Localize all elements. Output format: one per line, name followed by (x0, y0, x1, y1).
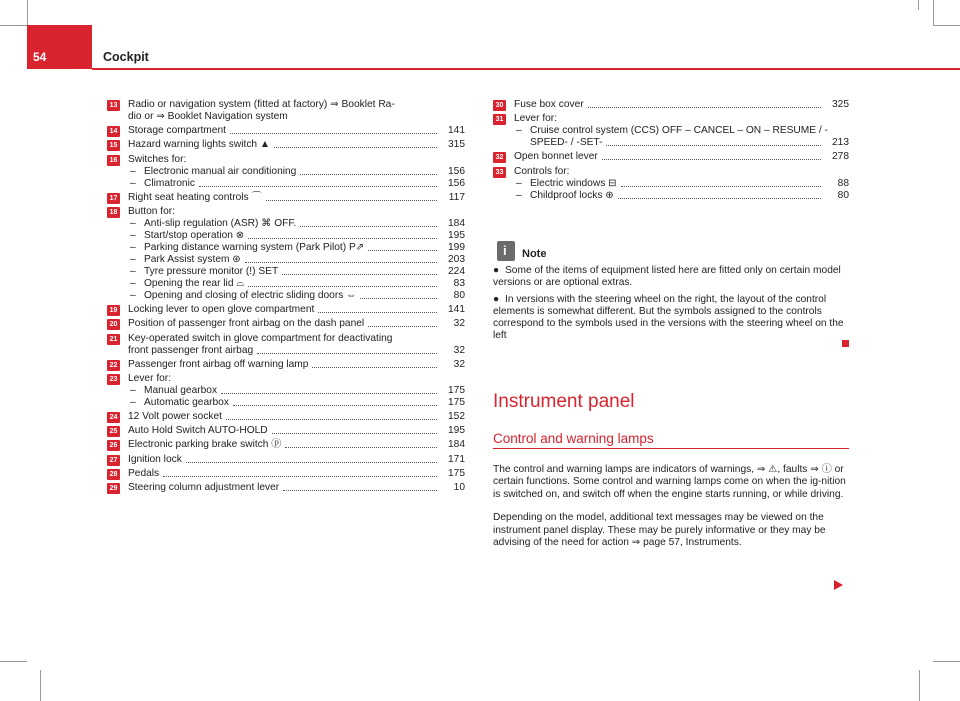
page-reference: 195 (448, 425, 465, 437)
note-icon: i (497, 241, 515, 261)
item-text: Tyre pressure monitor (!) SET (144, 265, 279, 277)
dot-leader (285, 447, 437, 448)
item-line (107, 230, 465, 242)
note-bullet: ● Some of the items of equipment listed here are fitted only on certain model versions or are optional extras. (493, 265, 841, 288)
section-end-mark (842, 340, 849, 347)
item-line (493, 166, 849, 178)
item-line (107, 290, 465, 302)
dot-leader (602, 159, 821, 160)
item-number-badge: 17 (107, 193, 120, 204)
crop-mark (0, 25, 27, 26)
item-text: Anti-slip regulation (ASR) ⌘ OFF. (144, 217, 297, 229)
crop-mark (40, 670, 41, 701)
item-line (107, 166, 465, 178)
item-line (493, 137, 849, 149)
item-text: Manual gearbox (144, 384, 218, 396)
item-number-badge: 30 (493, 100, 506, 111)
note-body (493, 265, 849, 347)
dot-leader (233, 405, 437, 406)
page-reference: 315 (448, 139, 465, 151)
crop-mark (27, 0, 28, 25)
list-item (107, 333, 465, 357)
page-reference: 83 (453, 277, 465, 289)
dash-marker: – (130, 396, 136, 408)
list-item (107, 99, 465, 123)
item-line (107, 111, 465, 123)
item-number-badge: 23 (107, 374, 120, 385)
item-line (107, 373, 465, 385)
dot-leader (300, 226, 437, 227)
page-reference: 10 (453, 482, 465, 493)
item-number-badge: 19 (107, 305, 120, 316)
dot-leader (368, 326, 437, 327)
dot-leader (186, 462, 437, 463)
item-number-badge: 18 (107, 207, 120, 218)
list-item (493, 99, 849, 111)
dot-leader (618, 198, 821, 199)
page-reference: 80 (453, 289, 465, 301)
item-line (107, 454, 465, 466)
item-line (107, 468, 465, 480)
item-line (493, 99, 849, 111)
dash-marker: – (516, 125, 522, 137)
continue-arrow-icon (834, 580, 843, 590)
dash-marker: – (130, 253, 136, 265)
item-text: Lever for: (128, 372, 172, 384)
dash-marker: – (130, 217, 136, 229)
note-bullet: ● In versions with the steering wheel on the right, the layout of the control elements is somewhat different. But the symbols assigned to the controls correspond to the symbols used in the versions with the steering wheel on the left (493, 294, 844, 341)
header-rule (92, 68, 960, 70)
item-text: Storage compartment (128, 125, 226, 137)
chapter-heading: Instrument panel (493, 391, 635, 412)
note-title: Note (522, 248, 547, 260)
item-line (493, 151, 849, 163)
page-reference: 278 (832, 151, 849, 163)
item-text: Switches for: (128, 153, 187, 165)
dot-leader (318, 312, 437, 313)
item-text: Park Assist system ⊛ (144, 253, 241, 265)
item-text: 12 Volt power socket (128, 411, 223, 423)
item-line (107, 359, 465, 371)
crop-mark (918, 0, 919, 10)
list-item (107, 192, 465, 204)
item-text: Electronic parking brake switch ⓟ (128, 439, 282, 451)
list-item (107, 304, 465, 316)
page-number: 54 (33, 50, 47, 64)
dot-leader (606, 145, 821, 146)
item-line (107, 278, 465, 290)
page-reference: 117 (448, 191, 465, 203)
item-line (107, 266, 465, 278)
page-reference: 171 (448, 453, 465, 465)
list-item (107, 206, 465, 302)
crop-mark (919, 670, 920, 701)
subheading-rule (493, 448, 849, 449)
item-text: Radio or navigation system (fitted at factory) ⇒ Booklet Ra- (128, 99, 395, 110)
item-line (107, 482, 465, 494)
item-text: Ignition lock (128, 453, 182, 465)
item-line (493, 178, 849, 190)
item-line (107, 318, 465, 330)
item-text: SPEED- / -SET- (530, 137, 603, 149)
page-reference: 32 (453, 318, 465, 330)
item-text: Cruise control system (CCS) OFF – CANCEL – ON – RESUME / - (530, 125, 828, 137)
page-reference: 195 (448, 229, 465, 241)
page-reference: 141 (448, 304, 465, 316)
crop-mark (933, 661, 960, 662)
bullet-dot: ● (493, 294, 500, 305)
item-line (107, 385, 465, 397)
dot-leader (300, 174, 437, 175)
dash-marker: – (130, 229, 136, 241)
item-number-badge: 28 (107, 469, 120, 480)
page-reference: 156 (448, 177, 465, 189)
item-text: Pedals (128, 467, 160, 479)
dot-leader (199, 186, 437, 187)
crop-mark (933, 0, 934, 25)
right-item-list (493, 99, 849, 204)
item-line (107, 206, 465, 218)
dash-marker: – (130, 265, 136, 277)
dot-leader (245, 262, 437, 263)
item-number-badge: 31 (493, 114, 506, 125)
item-line (107, 439, 465, 451)
list-item (107, 373, 465, 409)
item-text: Automatic gearbox (144, 396, 229, 408)
item-text: Childproof locks ⊕ (530, 189, 614, 201)
item-text: Start/stop operation ⊗ (144, 229, 245, 241)
item-text: Position of passenger front airbag on the dash panel (128, 318, 365, 330)
dot-leader (226, 419, 437, 420)
dot-leader (274, 147, 437, 148)
item-number-badge: 20 (107, 319, 120, 330)
list-item (493, 166, 849, 202)
crop-mark (933, 25, 960, 26)
item-line (107, 192, 465, 204)
item-text: Lever for: (514, 113, 558, 125)
page-reference: 224 (448, 265, 465, 277)
item-line (493, 113, 849, 125)
page-reference: 325 (832, 99, 849, 110)
item-line (107, 254, 465, 266)
crop-mark (0, 661, 27, 662)
item-line (107, 218, 465, 230)
item-text: Controls for: (514, 165, 570, 177)
page-reference: 80 (837, 189, 849, 201)
dash-marker: – (130, 241, 136, 253)
item-text: front passenger front airbag (128, 344, 254, 356)
item-text: Electric windows ⊟ (530, 177, 617, 189)
page-reference: 175 (448, 467, 465, 479)
list-item (493, 151, 849, 163)
item-number-badge: 29 (107, 483, 120, 494)
page-reference: 175 (448, 384, 465, 396)
dash-marker: – (516, 177, 522, 189)
list-item (107, 359, 465, 371)
section-title: Cockpit (103, 50, 149, 64)
item-text: Steering column adjustment lever (128, 482, 280, 493)
page-reference: 156 (448, 165, 465, 177)
page-reference: 32 (453, 344, 465, 356)
dot-leader (221, 393, 437, 394)
list-item (107, 439, 465, 451)
item-text: Key-operated switch in glove compartment for deactivating (128, 332, 393, 344)
item-text: Electronic manual air conditioning (144, 165, 297, 177)
item-text: Hazard warning lights switch ▲ (128, 139, 271, 151)
item-line (107, 333, 465, 345)
item-text: Parking distance warning system (Park Pilot) P⇗ (144, 241, 365, 253)
item-line (107, 139, 465, 151)
item-number-badge: 24 (107, 412, 120, 423)
item-number-badge: 14 (107, 126, 120, 137)
page-reference: 184 (448, 217, 465, 229)
dot-leader (282, 274, 437, 275)
list-item (107, 468, 465, 480)
item-number-badge: 13 (107, 100, 120, 111)
dot-leader (312, 367, 437, 368)
instrument-panel-text (493, 464, 849, 560)
item-text: Opening the rear lid ⌓ (144, 277, 245, 289)
item-line (107, 345, 465, 357)
page-reference: 32 (453, 358, 465, 370)
paragraph: The control and warning lamps are indicators of warnings, ⇒ ⚠, faults ⇒ ⓘ or certain functions. Some control and warning lamps come on when the ig-nition is switched on, and switch off when the engine starts running, or while driving. (493, 464, 846, 500)
list-item (107, 411, 465, 423)
dot-leader (266, 200, 437, 201)
page-reference: 88 (837, 177, 849, 189)
page-reference: 203 (448, 253, 465, 265)
list-item (107, 425, 465, 437)
chapter-subheading: Control and warning lamps (493, 431, 654, 446)
dot-leader (588, 107, 821, 108)
item-number-badge: 22 (107, 360, 120, 371)
list-item (107, 454, 465, 466)
page-reference: 184 (448, 439, 465, 451)
page-reference: 175 (448, 396, 465, 408)
dot-leader (272, 433, 437, 434)
dash-marker: – (130, 177, 136, 189)
item-line (107, 125, 465, 137)
dot-leader (368, 250, 437, 251)
dot-leader (248, 238, 437, 239)
item-line (493, 125, 849, 137)
item-text: Fuse box cover (514, 99, 584, 110)
item-text: Right seat heating controls ⌒ (128, 191, 262, 203)
item-text: Button for: (128, 205, 176, 217)
item-line (107, 425, 465, 437)
item-text: Passenger front airbag off warning lamp (128, 358, 309, 370)
page-reference: 199 (448, 241, 465, 253)
item-line (107, 154, 465, 166)
item-line (107, 411, 465, 423)
dot-leader (163, 476, 437, 477)
item-line (107, 304, 465, 316)
paragraph: Depending on the model, additional text messages may be viewed on the instrument panel display. These may be purely informative or they may be advising of the need for action ⇒ page 57, Instruments. (493, 512, 826, 549)
item-text: dio or ⇒ Booklet Navigation system (128, 111, 288, 122)
item-number-badge: 25 (107, 426, 120, 437)
dash-marker: – (130, 277, 136, 289)
dot-leader (248, 286, 437, 287)
item-line (107, 397, 465, 409)
list-item (107, 154, 465, 190)
list-item (493, 113, 849, 149)
page-reference: 213 (832, 137, 849, 149)
page-reference: 141 (448, 125, 465, 137)
dot-leader (230, 133, 437, 134)
item-line (493, 190, 849, 202)
bullet-dot: ● (493, 265, 500, 276)
item-number-badge: 27 (107, 455, 120, 466)
item-number-badge: 32 (493, 152, 506, 163)
page-reference: 152 (448, 411, 465, 423)
list-item (107, 482, 465, 494)
item-text: Opening and closing of electric sliding doors ⇔ (144, 289, 357, 301)
item-text: Locking lever to open glove compartment (128, 304, 315, 316)
item-text: Auto Hold Switch AUTO-HOLD (128, 425, 268, 437)
item-line (107, 242, 465, 254)
dot-leader (283, 490, 437, 491)
item-number-badge: 26 (107, 440, 120, 451)
item-number-badge: 33 (493, 167, 506, 178)
item-number-badge: 16 (107, 155, 120, 166)
item-line (107, 99, 465, 111)
item-line (107, 178, 465, 190)
dot-leader (621, 186, 821, 187)
item-text: Climatronic (144, 177, 195, 189)
list-item (107, 139, 465, 151)
dash-marker: – (516, 189, 522, 201)
dot-leader (257, 353, 437, 354)
dash-marker: – (130, 384, 136, 396)
dash-marker: – (130, 289, 136, 301)
dot-leader (360, 298, 437, 299)
dash-marker: – (130, 165, 136, 177)
item-number-badge: 21 (107, 334, 120, 345)
list-item (107, 318, 465, 330)
item-text: Open bonnet lever (514, 151, 598, 163)
list-item (107, 125, 465, 137)
left-item-list (107, 99, 465, 496)
item-number-badge: 15 (107, 140, 120, 151)
